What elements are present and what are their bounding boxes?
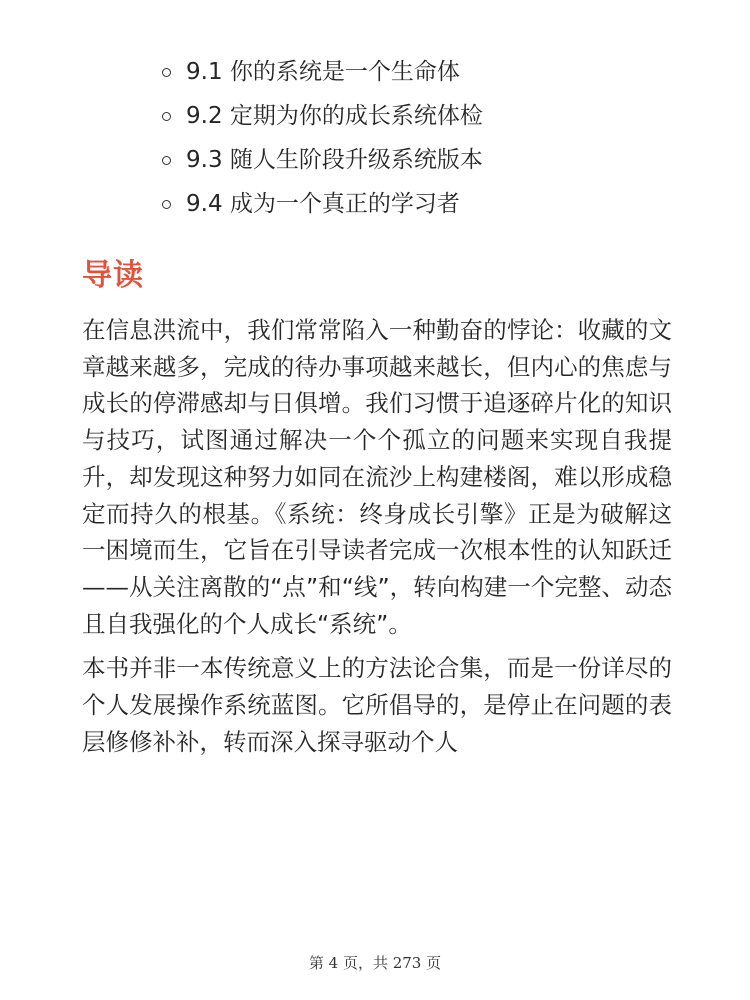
toc-item-9-1[interactable] (160, 50, 483, 94)
circle-bullet-icon (162, 200, 171, 209)
circle-bullet-icon (162, 156, 171, 165)
toc-list (160, 50, 483, 226)
paragraph-intro: 在信息洪流中，我们常常陷入一种勤奋的悖论：收藏的文章越来越多，完成的待办事项越来越长，但内心的焦虑与成长的停滞感却与日俱增。我们习惯于追逐碎片化的知识与技巧，试图通过解决一个个孤立的问题来实现自我提升，却发现这种努力如同在流沙上构建楼阁，难以形成稳定而持久的根基。《系统：终身成长引擎》正是为破解这一困境而生，它旨在引导读者完成一次根本性的认知跃迁——从关注离散的“点”和“线”，转向构建一个完整、动态且自我强化的个人成长“系统”。 (82, 316, 672, 638)
toc-item-9-2[interactable] (160, 94, 483, 138)
toc-item-label: 9.4 成为一个真正的学习者 (186, 191, 460, 217)
paragraph-second: 本书并非一本传统意义上的方法论合集，而是一份详尽的个人发展操作系统蓝图。它所倡导的，是停止在问题的表层修修补补，转而深入探寻驱动个人 (82, 654, 672, 756)
toc-item-label: 9.1 你的系统是一个生命体 (186, 59, 460, 85)
toc-item-label: 9.3 随人生阶段升级系统版本 (186, 147, 483, 173)
section-heading: 导读 (82, 258, 144, 293)
toc-item-9-3[interactable] (160, 138, 483, 182)
toc-item-label: 9.2 定期为你的成长系统体检 (186, 103, 483, 129)
page-number-footer: 第 4 页，共 273 页 (308, 954, 442, 972)
circle-bullet-icon (162, 68, 171, 77)
circle-bullet-icon (162, 112, 171, 121)
toc-item-9-4[interactable] (160, 182, 483, 226)
body-text (82, 312, 672, 768)
